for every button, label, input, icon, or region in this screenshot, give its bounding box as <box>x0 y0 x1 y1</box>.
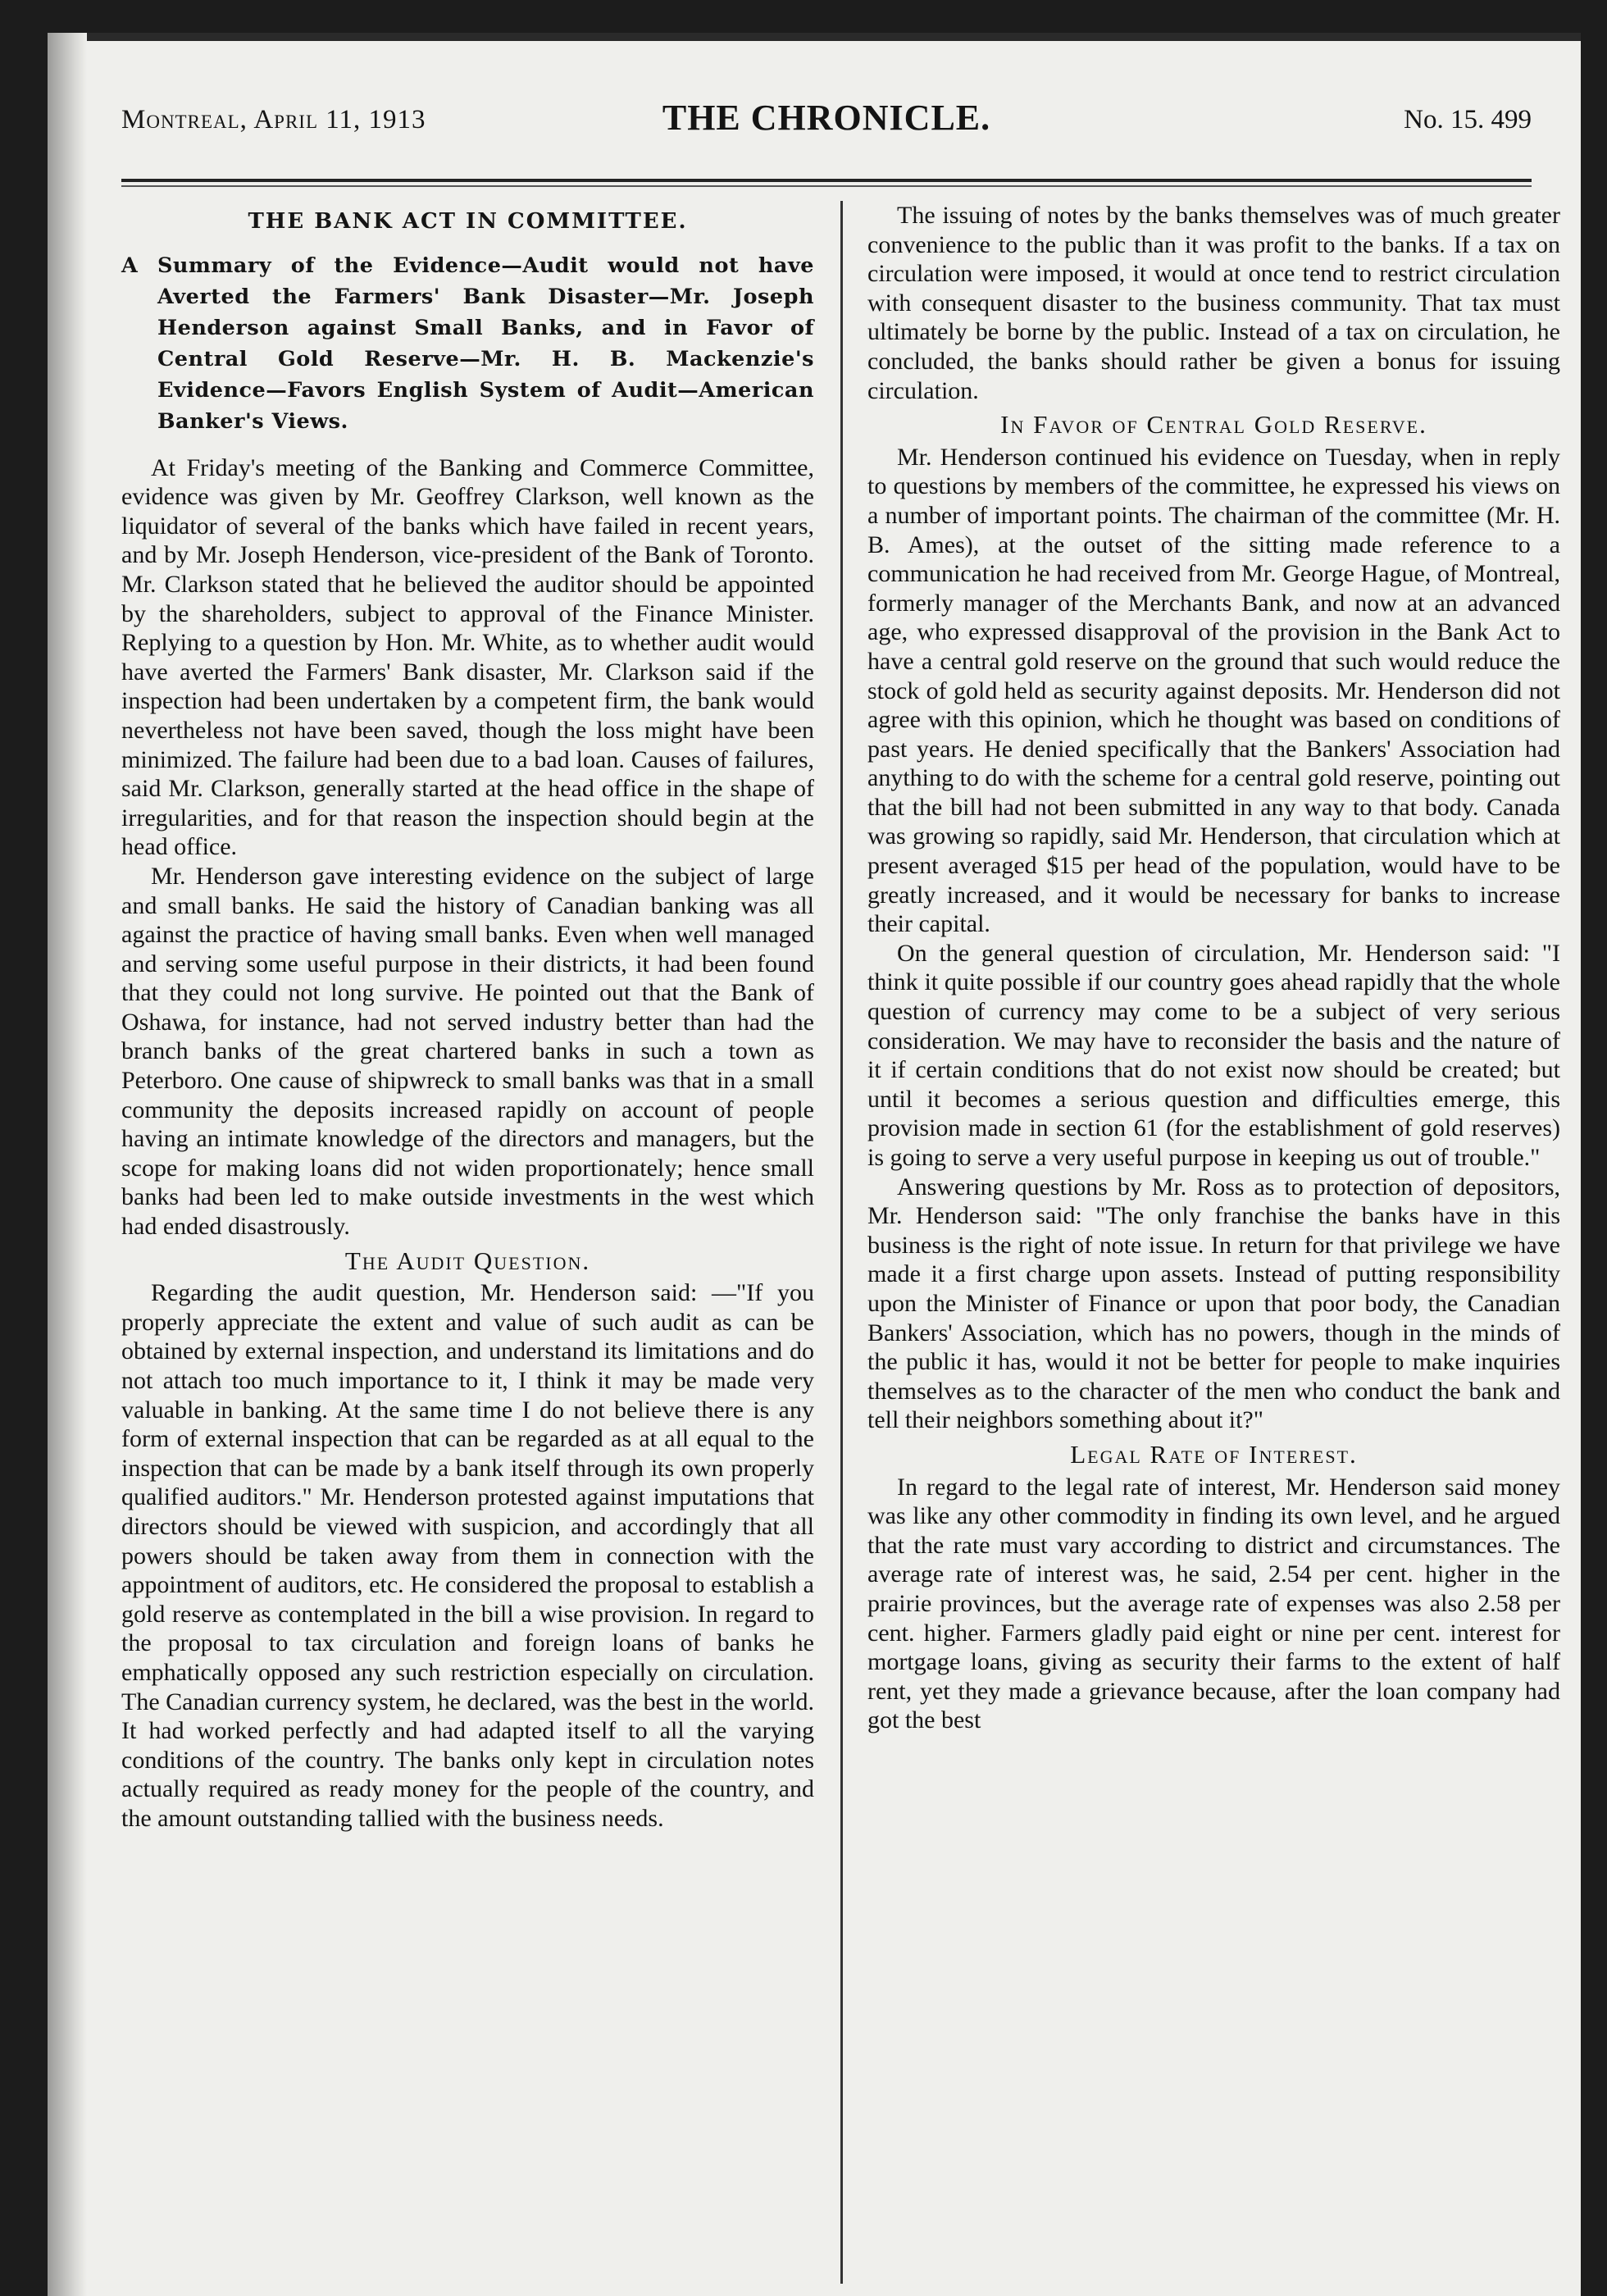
paragraph: Mr. Henderson gave interesting evidence on the subject of large and small banks. He said the history of Canadian banking was all against the practice of having small banks. Even when well managed and serving some useful purpose in their districts, it had been found that they could not long survive. He pointed out that the Bank of Oshawa, for instance, had not served industry better than had the branch banks of the great chartered banks in such a town as Peterboro. One cause of shipwreck to small banks was that in a small community the deposits increased rapidly on account of people having an intimate knowledge of the directors and managers, but the scope for making loans did not widen proportionately; hence small banks had been led to make outside investments in the west which had ended disastrously. <box>121 862 814 1241</box>
paragraph: Answering questions by Mr. Ross as to protection of depositors, Mr. Henderson said: "The only franchise the banks have in this business is the right of note issue. In return for that privilege we have made it a first charge upon assets. Instead of putting responsibility upon the Minister of Finance or upon that poor body, the Canadian Bankers' Association, which has no powers, though in the minds of the public it has, would it not be better for people to make inquiries themselves as to the character of the men who conduct the bank and tell their neighbors something about it?" <box>867 1173 1560 1434</box>
dateline: Montreal, April 11, 1913 <box>121 105 426 134</box>
paragraph: At Friday's meeting of the Banking and Commerce Committee, evidence was given by Mr. Geoffrey Clarkson, well known as the liquidator of several of the banks which have failed in recent years, and by Mr. Joseph Henderson, vice-president of the Bank of Toronto. Mr. Clarkson stated that he believed the auditor should be appointed by the shareholders, subject to approval of the Finance Minister. Replying to a question by Hon. Mr. White, as to whether audit would have averted the Farmers' Bank disaster, Mr. Clarkson said if the inspection had been undertaken by a competent firm, the bank would nevertheless not have been saved, though the loss might have been minimized. The failure had been due to a bad loan. Causes of failures, said Mr. Clarkson, generally started at the head office in the shape of irregularities, and for that reason the inspection should begin at the head office. <box>121 453 814 861</box>
header-rule-thin <box>121 185 1532 187</box>
paragraph: On the general question of circulation, Mr. Henderson said: "I think it quite possible if our country goes ahead rapidly that the whole question of currency may come to be a subject of very serious consideration. We may have to reconsider the basis and the nature of it if certain conditions that do not exist now should be created; but until it becomes a serious question and difficulties emerge, this provision made in section 61 (for the establishment of gold reserves) is going to serve a very useful purpose in keeping us out of trouble." <box>867 939 1560 1171</box>
paragraph: Mr. Henderson continued his evidence on Tuesday, when in reply to questions by members of the committee, he expressed his views on a number of important points. The chairman of the committee (Mr. H. B. Ames), at the outset of the sitting made reference to a communication he had received from Mr. George Hague, of Montreal, formerly manager of the Merchants Bank, and now at an advanced age, who expressed disapproval of the provision in the Bank Act to have a central gold reserve on the ground that such would reduce the stock of gold held as security against deposits. Mr. Henderson did not agree with this opinion, which he thought was based on conditions of past years. He denied specifically that the Bankers' Association had anything to do with the scheme for a central gold reserve, pointing out that the bill had not been submitted in any way to that body. Canada was growing so rapidly, said Mr. Henderson, that circulation which at present averaged $15 per head of the population, would have to be greatly increased, and it would be necessary for banks to increase their capital. <box>867 443 1560 938</box>
paragraph: In regard to the legal rate of interest, Mr. Henderson said money was like any other commodity in finding its own level, and he argued that the rate must vary according to district and circumstances. The average rate of interest was, he said, 2.54 per cent. higher in the prairie provinces, but the average rate of expenses was also 2.58 per cent. higher. Farmers gladly paid eight or nine per cent. interest for mortgage loans, giving as security their farms to the extent of half rent, yet they made a grievance because, after the loan company had got the best <box>867 1473 1560 1734</box>
publication-title: THE CHRONICLE. <box>662 98 991 138</box>
article-subheading: A Summary of the Evidence—Audit would not have Averted the Farmers' Bank Disaster—Mr. Joseph Henderson against Small Banks, and in Favor of Central Gold Reserve—Mr. H. B. Mackenzie's Evidence—Favors English System of Audit—American Banker's Views. <box>121 253 814 434</box>
left-column <box>121 201 814 1834</box>
right-column <box>867 201 1560 1735</box>
column-divider <box>840 201 843 2284</box>
article-title: THE BANK ACT IN COMMITTEE. <box>248 209 688 234</box>
top-border <box>48 33 1581 41</box>
paragraph: The issuing of notes by the banks themselves was of much greater convenience to the public than it was profit to the banks. If a tax on circulation were imposed, it would at once tend to restrict circulation with consequent disaster to the business community. That tax must ultimately be borne by the public. Instead of a tax on circulation, he concluded, the banks should rather be given a bonus for issuing circulation. <box>867 202 1560 404</box>
section-heading-audit: The Audit Question. <box>344 1246 591 1275</box>
section-heading-gold-reserve: In Favor of Central Gold Reserve. <box>1000 410 1427 440</box>
running-head <box>121 90 1532 156</box>
header-rule <box>121 179 1532 182</box>
newspaper-page <box>48 33 1581 2296</box>
binding-shadow <box>48 33 87 2296</box>
paragraph: Regarding the audit question, Mr. Henderson said: —"If you properly appreciate the extent and value of such audit as can be obtained by external inspection, and understand its limitations and do not attach too much importance to it, I think it may be made very valuable in banking. At the same time I do not believe there is any form of external inspection that can be regarded as at all equal to the inspection that can be made by a bank itself through its own properly qualified auditors." Mr. Henderson protested against imputations that directors should be viewed with suspicion, and accordingly that all powers should be taken away from them in connection with the appointment of auditors, etc. He considered the proposal to establish a gold reserve as contemplated in the bill a wise provision. In regard to the proposal to tax circulation and foreign loans of banks he emphatically opposed any such restriction especially on circulation. The Canadian currency system, he declared, was the best in the world. It had worked perfectly and had adapted itself to all the varying conditions of the country. The banks only kept in circulation notes actually required as ready money for the people of the country, and the amount outstanding tallied with the business needs. <box>121 1279 814 1832</box>
section-heading-interest: Legal Rate of Interest. <box>1070 1439 1358 1469</box>
issue-page-number: No. 15. 499 <box>1404 105 1532 134</box>
